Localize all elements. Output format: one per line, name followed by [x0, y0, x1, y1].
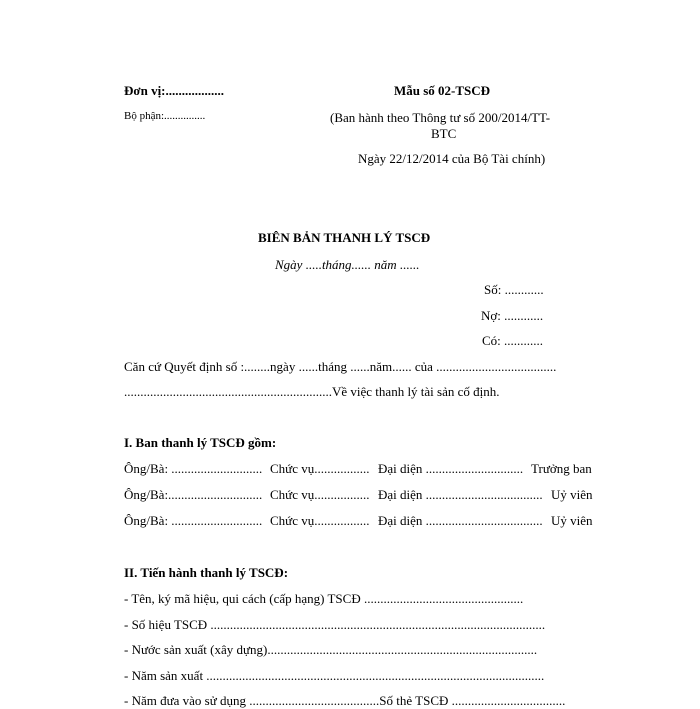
list-item: - Số hiệu TSCĐ .......................................................................................................: [124, 617, 546, 632]
member-role: Uỷ viên: [551, 487, 593, 502]
member-position: Chức vụ.................: [270, 513, 370, 528]
section-1-heading: I. Ban thanh lý TSCĐ gồm:: [124, 435, 277, 450]
member-name: Ông/Bà: ............................: [124, 461, 263, 476]
document-title: BIÊN BẢN THANH LÝ TSCĐ: [258, 230, 431, 245]
section-2-heading: II. Tiến hành thanh lý TSCĐ:: [124, 565, 289, 580]
member-name: Ông/Bà:.............................: [124, 487, 263, 502]
member-representative: Đại diện ....................................: [378, 487, 543, 502]
issued-by-line-1: (Ban hành theo Thông tư số 200/2014/TT-: [330, 110, 551, 125]
document-date: Ngày .....tháng...... năm ......: [275, 257, 420, 272]
member-name: Ông/Bà: ............................: [124, 513, 263, 528]
list-item: - Nước sản xuất (xây dựng)...................................................................................: [124, 642, 538, 657]
member-position: Chức vụ.................: [270, 487, 370, 502]
list-item: - Tên, ký mã hiệu, qui cách (cấp hạng) TSCĐ .................................................: [124, 591, 524, 606]
ref-number: Số: ............: [484, 282, 544, 297]
unit-label: Đơn vị:..................: [124, 83, 225, 98]
list-item: - Năm đưa vào sử dụng ........................................Số thẻ TSCĐ ...................................: [124, 693, 566, 708]
member-role: Trưởng ban: [531, 461, 592, 476]
member-position: Chức vụ.................: [270, 461, 370, 476]
member-representative: Đại diện ....................................: [378, 513, 543, 528]
member-representative: Đại diện ..............................: [378, 461, 524, 476]
department-label: Bộ phận:...............: [124, 110, 206, 122]
issued-by-line-2: BTC: [431, 126, 457, 141]
debit-account: Nợ: ............: [481, 308, 544, 323]
form-number: Mẫu số 02-TSCĐ: [394, 83, 491, 98]
credit-account: Có: ............: [482, 333, 544, 348]
issued-by-line-3: Ngày 22/12/2014 của Bộ Tài chính): [358, 151, 546, 166]
basis-line-2: ................................................................Về việc thanh lý tài sản cố định.: [124, 384, 500, 399]
basis-line-1: Căn cứ Quyết định số :........ngày ......tháng ......năm...... của .....................................: [124, 359, 557, 374]
member-role: Uỷ viên: [551, 513, 593, 528]
list-item: - Năm sản xuất ........................................................................................................: [124, 668, 545, 683]
